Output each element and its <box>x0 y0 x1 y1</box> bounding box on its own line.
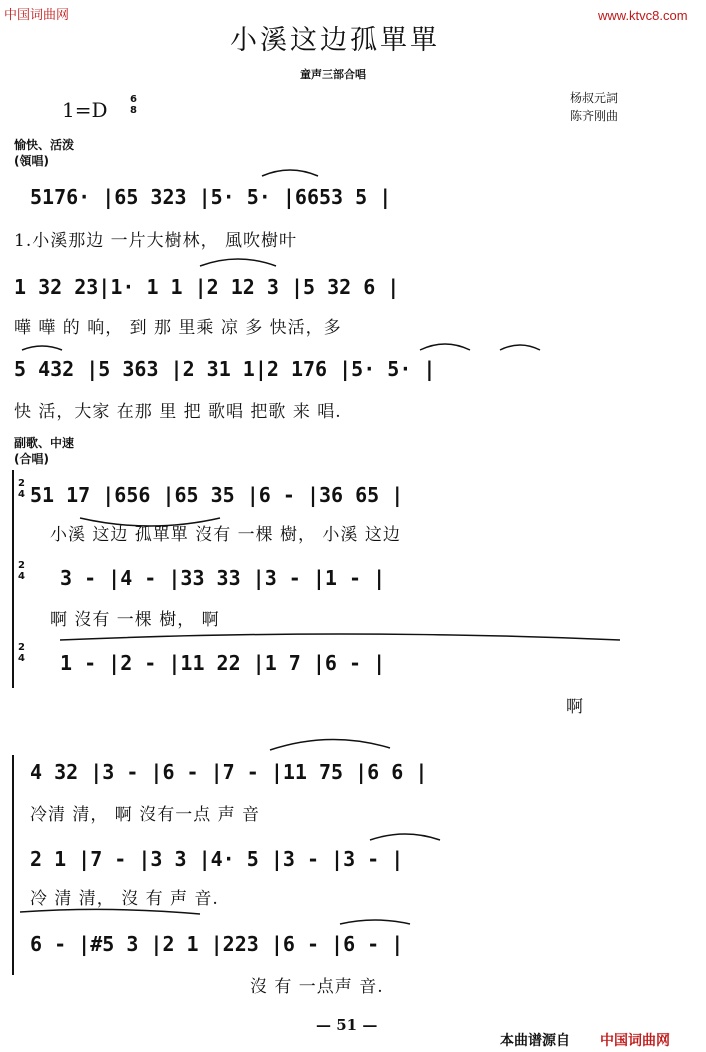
system1-part2-timesig: 2 4 <box>18 560 25 582</box>
page-number: — 51 — <box>316 1016 378 1034</box>
chorus2-part2-notes: 2 1 |7 - |3 3 |4· 5 |3 - |3 - | <box>30 847 404 871</box>
chorus2-part2-lyrics: 冷 清 清， 沒 有 声 音. <box>30 889 219 909</box>
subtitle: 童声三部合唱 <box>300 68 366 81</box>
chorus1-part3-notes: 1 - |2 - |11 22 |1 7 |6 - | <box>60 651 386 675</box>
time-signature-denominator: 8 <box>130 105 137 116</box>
chorus2-part1-lyrics: 冷清 清， 啊 沒有一点 声 音 <box>30 805 261 825</box>
chorus1-part1-lyrics: 小溪 这边 孤單單 沒有 一棵 樹， 小溪 这边 <box>50 525 401 545</box>
time-signature-numerator: 6 <box>130 94 137 105</box>
watermark-top-right: www.ktvc8.com <box>598 8 688 23</box>
section2-role: (合唱) <box>14 452 49 466</box>
chorus1-part2-notes: 3 - |4 - |33 33 |3 - |1 - | <box>60 566 386 590</box>
song-title: 小溪这边孤單單 <box>230 25 440 56</box>
chorus1-part1-notes: 51 17 |656 |65 35 |6 - |36 65 | <box>30 483 404 507</box>
slur <box>200 259 276 266</box>
footer-site-link[interactable]: 中国词曲网 <box>600 1033 670 1049</box>
tie <box>270 739 390 750</box>
composer-credit: 陈齐刚曲 <box>570 109 619 123</box>
lyricist-credit: 杨叔元詞 <box>570 91 619 105</box>
notes-line-1: 5176· |65 323 |5· 5· |6653 5 | <box>30 185 392 209</box>
slur <box>80 518 220 526</box>
chorus2-part3-notes: 6 - |#5 3 |2 1 |223 |6 - |6 - | <box>30 932 404 956</box>
key-signature: 1=D <box>62 98 108 122</box>
slur <box>500 345 540 350</box>
lyrics-line-1: 1.小溪那边 一片大樹林， 風吹樹叶 <box>14 231 298 251</box>
lyrics-line-2: 嘩 嘩 的 响， 到 那 里乘 凉 多 快活，多 <box>14 318 342 338</box>
watermark-top-left: 中国词曲网 <box>4 7 70 22</box>
tie <box>60 634 620 640</box>
slur <box>370 834 440 840</box>
chorus2-part3-lyrics: 沒 有 一点声 音. <box>250 977 384 997</box>
slur <box>22 346 62 350</box>
slur <box>340 920 410 924</box>
section1-tempo: 愉快、活泼 <box>14 138 75 152</box>
section2-tempo: 副歌、中速 <box>14 436 75 450</box>
lyrics-line-3: 快 活，大家 在那 里 把 歌唱 把歌 来 唱. <box>14 402 342 422</box>
system1-part3-timesig: 2 4 <box>18 642 25 664</box>
section1-role: (領唱) <box>14 154 49 168</box>
chorus2-part1-notes: 4 32 |3 - |6 - |7 - |11 75 |6 6 | <box>30 760 428 784</box>
footer-source-label: 本曲谱源自 <box>500 1033 570 1049</box>
chorus1-part2-lyrics: 啊 沒有 一棵 樹， 啊 <box>50 610 220 630</box>
tie <box>20 909 200 914</box>
notes-line-3: 5 432 |5 363 |2 31 1|2 176 |5· 5· | <box>14 357 436 381</box>
system1-part1-timesig: 2 4 <box>18 478 25 500</box>
chorus1-part3-lyrics: 啊 <box>566 697 584 717</box>
notes-line-2: 1 32 23|1· 1 1 |2 12 3 |5 32 6 | <box>14 275 400 299</box>
slur <box>420 344 470 350</box>
slur <box>262 170 318 176</box>
